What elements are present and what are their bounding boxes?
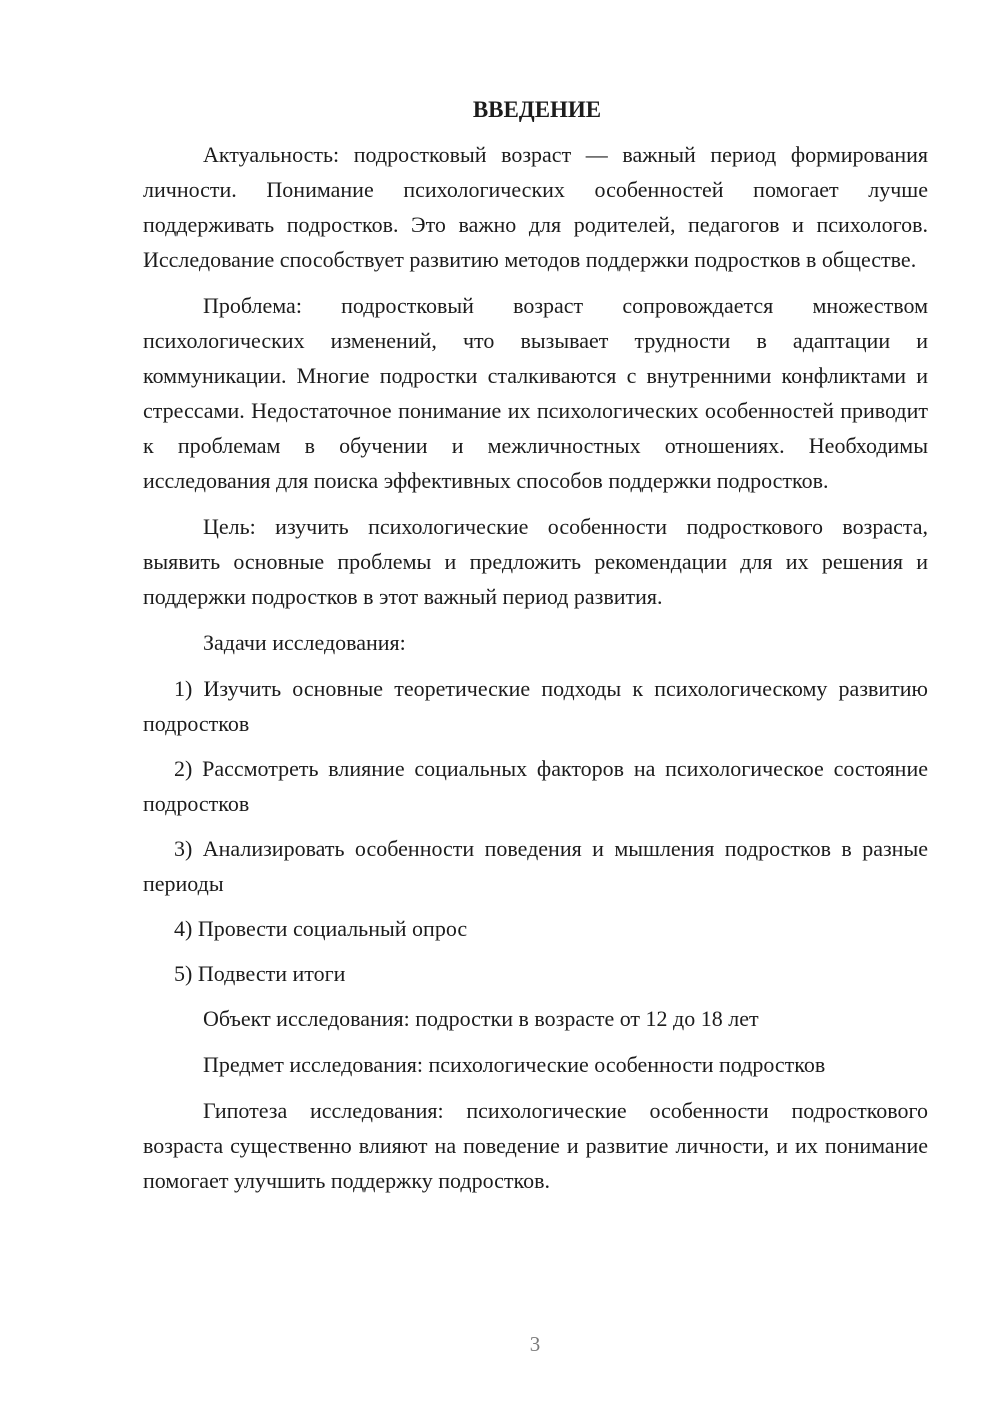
task-item: 5) Подвести итоги (174, 961, 346, 986)
research-hypothesis: Гипотеза исследования: психологические особенности подросткового возраста существенно влияют на поведение и развитие личности, и их понимание помогает улучшить поддержку подростков. (143, 1098, 928, 1193)
document-page (143, 92, 928, 1209)
research-object: Объект исследования: подростки в возрасте от 12 до 18 лет (203, 1006, 759, 1031)
goal-paragraph: Цель: изучить психологические особенности подросткового возраста, выявить основные проблемы и предложить рекомендации для их решения и поддержки подростков в этот важный период развития. (143, 514, 928, 609)
task-item: 4) Провести социальный опрос (174, 916, 468, 941)
research-subject: Предмет исследования: психологические особенности подростков (203, 1052, 826, 1077)
page-title: ВВЕДЕНИЕ (472, 97, 602, 122)
task-item: 2) Рассмотреть влияние социальных факторов на психологическое состояние подростков (143, 756, 928, 816)
tasks-heading: Задачи исследования: (203, 630, 406, 655)
relevance-paragraph: Актуальность: подростковый возраст — важный период формирования личности. Понимание психологических особенностей помогает лучше поддерживать подростков. Это важно для родителей, педагогов и психологов. Исследование способствует развитию методов поддержки подростков в обществе. (143, 142, 928, 272)
task-item: 1) Изучить основные теоретические подходы к психологическому развитию подростков (143, 676, 928, 736)
problem-paragraph: Проблема: подростковый возраст сопровождается множеством психологических изменений, что вызывает трудности в адаптации и коммуникации. Многие подростки сталкиваются с внутренними конфликтами и стрессами. Недостаточное понимание их психологических особенностей приводит к проблемам в обучении и межличностных отношениях. Необходимы исследования для поиска эффективных способов поддержки подростков. (143, 293, 928, 493)
page-number: 3 (529, 1332, 541, 1356)
task-item: 3) Анализировать особенности поведения и мышления подростков в разные периоды (143, 836, 928, 896)
